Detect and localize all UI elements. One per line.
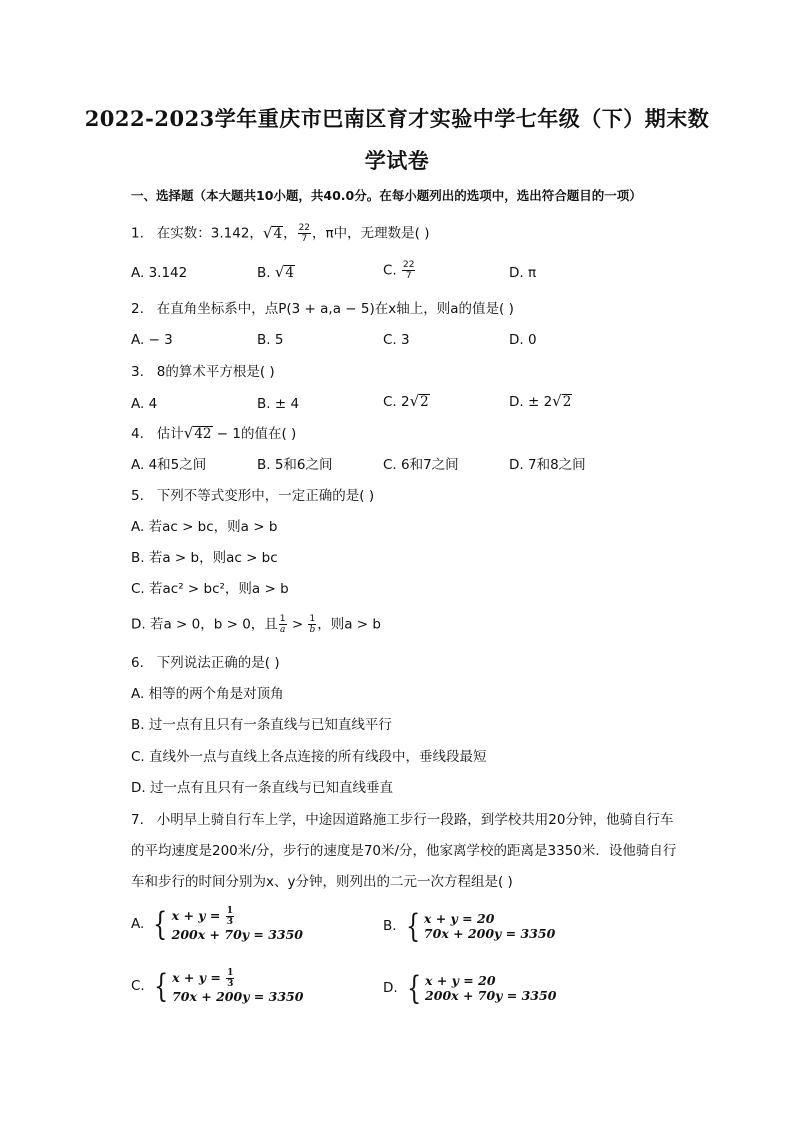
option-label: A. <box>131 916 145 932</box>
fraction <box>279 614 287 635</box>
fraction-denominator: a <box>279 625 286 635</box>
equation: x + y = $\frac{1}{3}$ <box>171 906 233 927</box>
option-c <box>383 393 430 411</box>
option-c: C. 直线外一点与直线上各点连接的所有线段中，垂线段最短 <box>131 749 487 765</box>
option-a: A. 4和5之间 <box>131 457 207 473</box>
equation-system <box>172 968 303 1004</box>
equation: x + y = 20 <box>425 973 496 988</box>
fraction <box>308 614 316 635</box>
fraction-numerator: 1 <box>309 614 316 624</box>
question-1 <box>131 223 429 244</box>
question-text: 在直角坐标系中，点P(3 + a,a − 5)在x轴上，则a的值是( ) <box>156 301 514 317</box>
option-c: C. 3 <box>383 332 410 348</box>
equation: x + y = 20 <box>423 911 495 926</box>
option-text: > <box>287 616 308 633</box>
option-text: ，则a > b <box>317 616 381 633</box>
option-a: A. 相等的两个角是对顶角 <box>131 686 284 702</box>
fraction-denominator: 7 <box>301 234 308 244</box>
option-b <box>383 907 556 945</box>
question-3 <box>131 363 275 381</box>
option-c: C. 若ac² > bc²，则a > b <box>131 581 289 597</box>
sqrt-expression: √ 2 <box>552 392 572 410</box>
brace-icon: { <box>406 969 421 1007</box>
question-number: 1. <box>131 225 144 242</box>
question-2 <box>131 300 514 318</box>
option-c <box>383 260 416 281</box>
question-number: 3. <box>131 364 144 380</box>
option-label: C. <box>383 262 402 279</box>
option-a: A. 4 <box>131 396 158 412</box>
equation-system <box>424 911 555 941</box>
section-heading: 一、选择题（本大题共10小题，共40.0分。在每小题列出的选项中，选出符合题目的一项） <box>131 188 642 203</box>
question-text: 的平均速度是200米/分，步行的速度是70米/分，他家离学校的距离是3350米．设他骑自行 <box>131 843 677 859</box>
option-a: A. − 3 <box>131 332 173 348</box>
option-c: C. 6和7之间 <box>383 457 459 473</box>
question-number: 7. <box>131 812 144 828</box>
fraction-denominator: b <box>309 625 316 635</box>
option-d <box>509 393 572 411</box>
sqrt-expression: √ 2 <box>409 392 429 410</box>
option-a <box>131 906 303 942</box>
option-b: B. 若a > b，则ac > bc <box>131 550 278 566</box>
brace-icon: { <box>153 967 169 1005</box>
exam-title-line2: 学试卷 <box>364 148 430 173</box>
question-text: ，π中，无理数是( ) <box>312 225 430 242</box>
option-a: A. 3.142 <box>131 265 188 281</box>
question-number: 5. <box>131 488 144 504</box>
equation-system <box>425 973 556 1003</box>
question-7 <box>131 811 673 829</box>
sqrt-expression: √ 4 <box>262 223 283 242</box>
question-text: 8的算术平方根是( ) <box>156 364 275 380</box>
option-label: B. <box>257 265 275 281</box>
option-d <box>131 614 381 635</box>
equation: x + y = $\frac{1}{3}$ <box>172 968 234 989</box>
brace-icon: { <box>153 905 168 943</box>
question-number: 4. <box>131 426 144 442</box>
option-text: D. 若a > 0，b > 0，且 <box>131 616 278 633</box>
equation: 70x + 200y = 3350 <box>172 989 304 1004</box>
sqrt-expression: √ 42 <box>183 424 212 442</box>
question-6 <box>131 654 280 672</box>
option-d <box>383 969 557 1007</box>
option-a: A. 若ac > bc，则a > b <box>131 519 278 535</box>
option-label: D. <box>383 980 398 996</box>
sqrt-radicand: 4 <box>273 225 283 242</box>
sqrt-expression: √ 4 <box>274 263 295 281</box>
fraction <box>402 260 415 281</box>
option-d: D. π <box>509 265 537 281</box>
option-b: B. 5和6之间 <box>257 457 333 473</box>
option-b: B. 5 <box>257 332 284 348</box>
equation-system <box>172 906 303 942</box>
sqrt-radicand: 2 <box>420 394 429 410</box>
option-label: C. <box>131 978 145 994</box>
question-number: 2. <box>131 301 144 317</box>
exam-title-line1: 2022-2023学年重庆市巴南区育才实验中学七年级（下）期末数 <box>84 106 710 131</box>
fraction-numerator: 22 <box>403 260 415 270</box>
question-text: 下列不等式变形中，一定正确的是( ) <box>156 488 375 504</box>
fraction <box>298 223 311 244</box>
option-b: B. ± 4 <box>257 396 300 412</box>
option-d: D. 过一点有且只有一条直线与已知直线垂直 <box>131 780 393 796</box>
question-4 <box>131 425 296 443</box>
option-c <box>131 968 303 1004</box>
question-text: 估计 <box>156 426 184 442</box>
question-text: ， <box>283 225 297 242</box>
question-text: 车和步行的时间分别为x、y分钟，则列出的二元一次方程组是( ) <box>131 874 513 890</box>
option-b <box>257 264 295 282</box>
sqrt-radicand: 4 <box>285 265 295 281</box>
fraction-denominator: 7 <box>405 271 412 281</box>
question-text: 在实数：3.142， <box>156 225 263 242</box>
question-number: 6. <box>131 655 144 671</box>
option-b: B. 过一点有且只有一条直线与已知直线平行 <box>131 717 392 733</box>
option-d: D. 7和8之间 <box>509 457 586 473</box>
equation: 200x + 70y = 3350 <box>171 927 304 942</box>
option-d: D. 0 <box>509 332 537 348</box>
option-label: C. 2 <box>383 394 410 410</box>
question-text: 小明早上骑自行车上学，中途因道路施工步行一段路，到学校共用20分钟，他骑自行车 <box>156 812 674 828</box>
question-text: − 1的值在( ) <box>212 426 297 442</box>
option-label: D. ± 2 <box>509 394 553 410</box>
equation: 200x + 70y = 3350 <box>425 988 557 1003</box>
question-text: 下列说法正确的是( ) <box>156 655 280 671</box>
brace-icon: { <box>405 907 420 945</box>
fraction-numerator: 22 <box>298 223 311 233</box>
sqrt-radicand: 2 <box>562 394 572 410</box>
option-label: B. <box>383 918 397 934</box>
question-5 <box>131 487 374 505</box>
equation: 70x + 200y = 3350 <box>423 926 556 941</box>
sqrt-radicand: 42 <box>194 426 212 442</box>
fraction-numerator: 1 <box>279 614 286 624</box>
